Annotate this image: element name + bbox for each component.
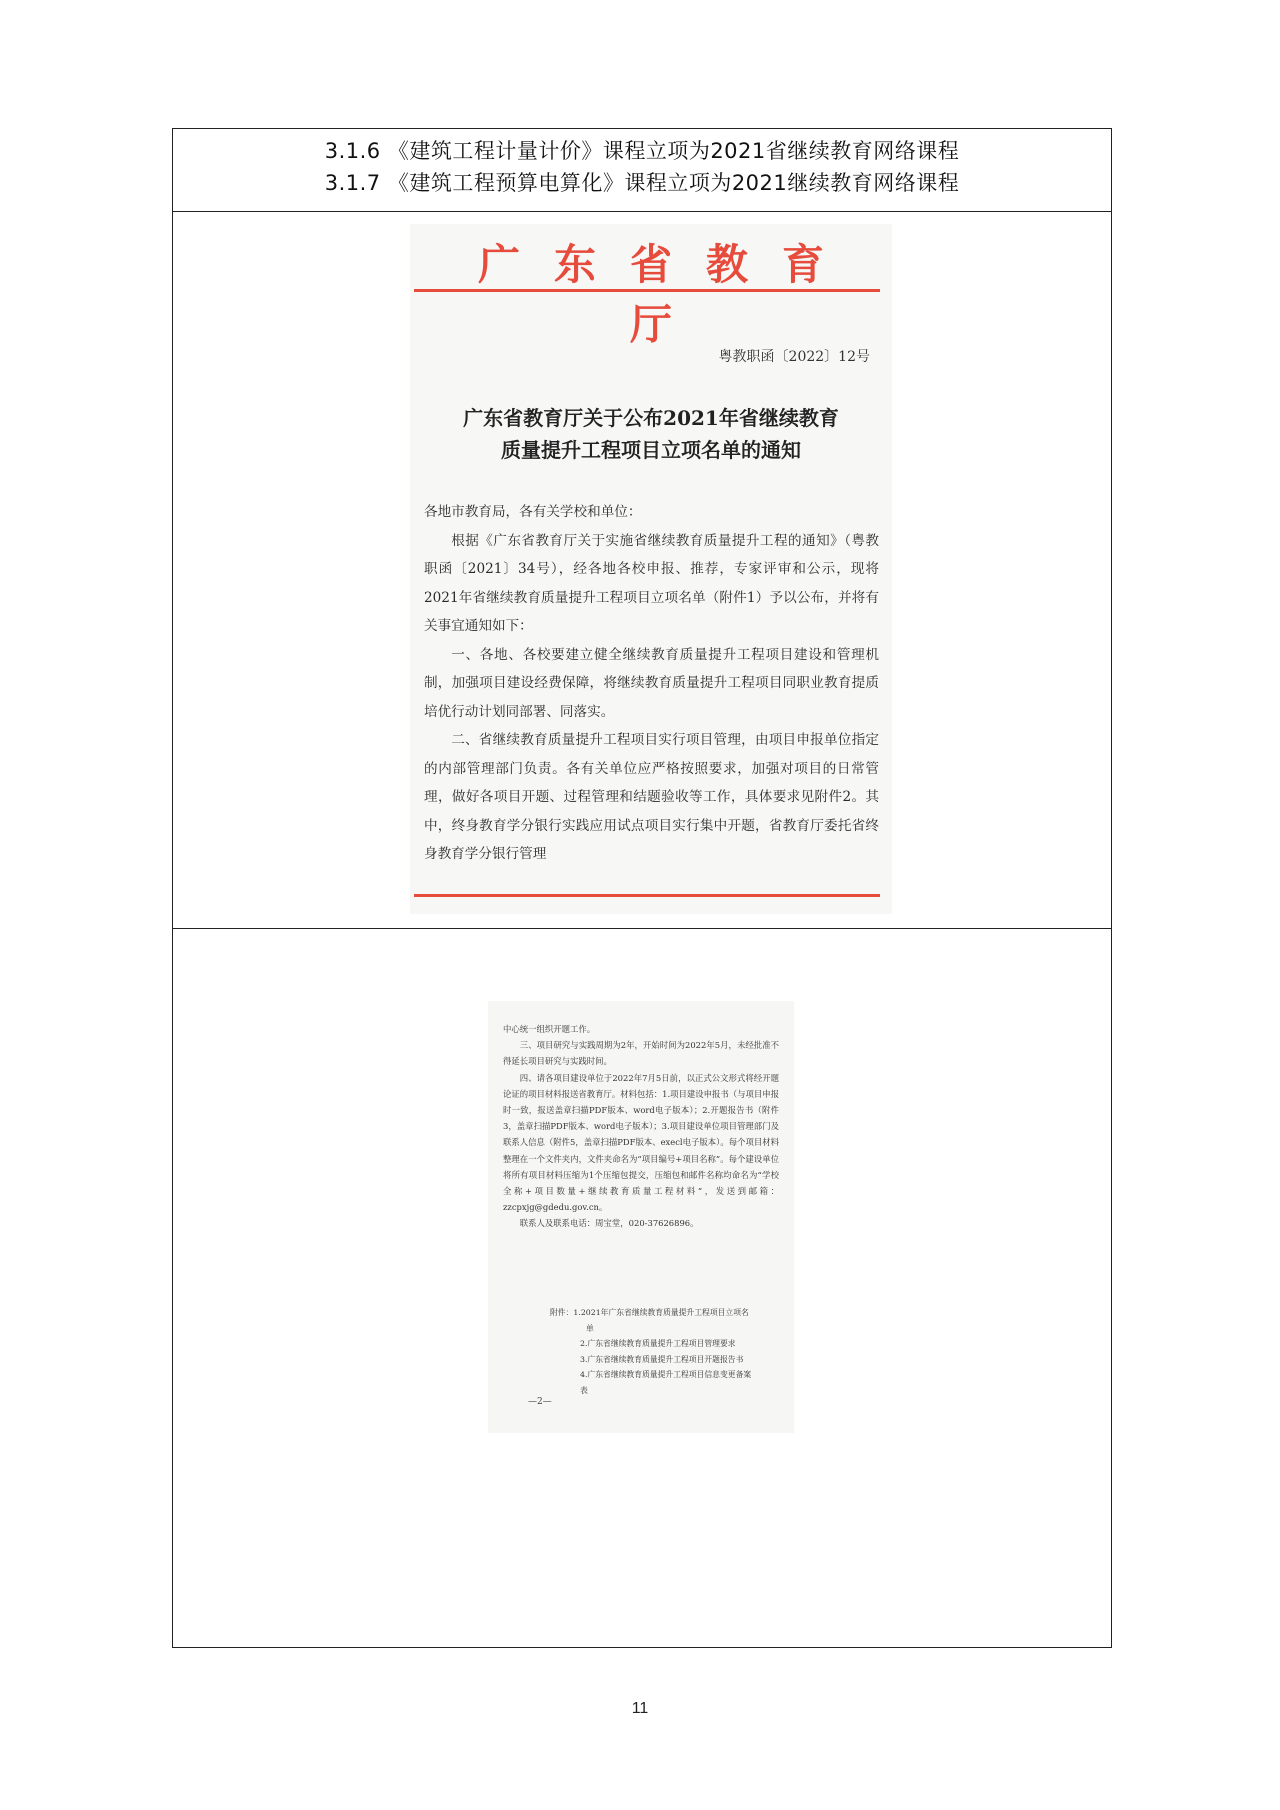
notice-body bbox=[424, 498, 879, 869]
table-header-row bbox=[173, 129, 1111, 212]
attachment-item-continued: 表 bbox=[580, 1385, 588, 1395]
notice-body-continued bbox=[503, 1021, 779, 1232]
header-line-1: 3.1.6 《建筑工程计量计价》课程立项为2021省继续教育网络课程 bbox=[324, 139, 960, 163]
attachment-item: 3.广东省继续教育质量提升工程项目开题报告书 bbox=[580, 1354, 744, 1364]
letterhead-red-rule bbox=[414, 289, 880, 292]
contact-info: 联系人及联系电话：周宝堂，020-37626896。 bbox=[519, 1218, 699, 1229]
notice-title-line-2: 质量提升工程项目立项名单的通知 bbox=[501, 438, 801, 462]
page-number: 11 bbox=[631, 1700, 649, 1717]
footer-red-rule bbox=[414, 894, 880, 897]
table-row-scan-page-1 bbox=[173, 212, 1111, 929]
scanned-notice-page-2 bbox=[488, 1001, 794, 1433]
attachment-item: 4.广东省继续教育质量提升工程项目信息变更备案 bbox=[580, 1370, 752, 1379]
table-row-scan-page-2 bbox=[173, 929, 1111, 1647]
document-number: 粤教职函〔2022〕12号 bbox=[718, 349, 870, 365]
attachment-item: 2.广东省继续教育质量提升工程项目管理要求 bbox=[580, 1339, 736, 1348]
paragraph: 三、项目研究与实践周期为2年，开始时间为2022年5月，未经批准不得延长项目研究与实践时间。 bbox=[503, 1040, 779, 1067]
attachments-list bbox=[550, 1305, 758, 1398]
salutation: 各地市教育局，各有关学校和单位： bbox=[424, 504, 642, 520]
paragraph: 二、省继续教育质量提升工程项目实行项目管理，由项目申报单位指定的内部管理部门负责。各有关单位应严格按照要求，加强对项目的日常管理，做好各项目开题、过程管理和结题验收等工作，具体要求见附件2。其中，终身教育学分银行实践应用试点项目实行集中开题，省教育厅委托省终身教育学分银行管理 bbox=[424, 732, 879, 862]
paragraph: 一、各地、各校要建立健全继续教育质量提升工程项目建设和管理机制，加强项目建设经费保障，将继续教育质量提升工程项目同职业教育提质培优行动计划同部署、同落实。 bbox=[424, 646, 879, 720]
document-table bbox=[172, 128, 1112, 1648]
letterhead: 广东省教育厅 bbox=[477, 240, 858, 349]
scan-page-number: —2— bbox=[528, 1397, 552, 1407]
header-line-2: 3.1.7 《建筑工程预算电算化》课程立项为2021继续教育网络课程 bbox=[324, 171, 960, 195]
attachment-item: 附件：1.2021年广东省继续教育质量提升工程项目立项名 bbox=[550, 1308, 749, 1317]
paragraph: 中心统一组织开题工作。 bbox=[503, 1024, 596, 1034]
scanned-notice-page-1 bbox=[410, 224, 892, 914]
notice-title-line-1: 广东省教育厅关于公布2021年省继续教育 bbox=[463, 406, 839, 430]
paragraph: 根据《广东省教育厅关于实施省继续教育质量提升工程的通知》（粤教职函〔2021〕34号），经各地各校申报、推荐，专家评审和公示，现将2021年省继续教育质量提升工程项目立项名单（附件1）予以公布，并将有关事宜通知如下： bbox=[424, 532, 879, 634]
attachment-item-continued: 单 bbox=[586, 1323, 594, 1333]
paragraph: 四、请各项目建设单位于2022年7月5日前，以正式公文形式将经开题论证的项目材料报送省教育厅。材料包括：1.项目建设申报书（与项目申报时一致，报送盖章扫描PDF版本、word电子版本）；2.开题报告书（附件3，盖章扫描PDF版本、word电子版本）；3.项目建设单位项目管理部门及联系人信息（附件5，盖章扫描PDF版本、execl电子版本）。每个项目材料整理在一个文件夹内，文件夹命名为“项目编号+项目名称”。每个建设单位将所有项目材料压缩为1个压缩包提交，压缩包和邮件名称均命名为“学校全称+项目数量+继续教育质量工程材料”，发送到邮箱：zzcpxjg@gdedu.gov.cn。 bbox=[503, 1072, 779, 1213]
